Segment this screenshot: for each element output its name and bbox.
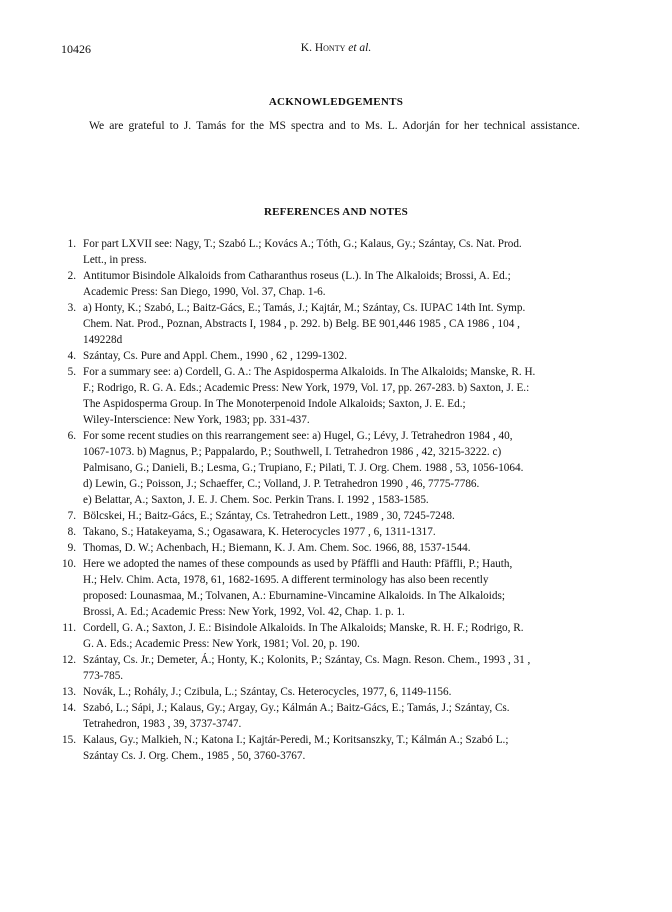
reference-item <box>61 236 617 268</box>
acknowledgements-heading: ACKNOWLEDGEMENTS <box>268 96 404 108</box>
reference-line: 773-785. <box>83 670 124 682</box>
reference-line: Szántay, Cs. Jr.; Demeter, Á.; Honty, K.; Kolonits, P.; Szántay, Cs. Magn. Reson. Chem., 1993 , 31 , <box>83 654 531 666</box>
reference-text <box>83 540 617 556</box>
reference-item <box>61 508 617 524</box>
reference-number: 6. <box>67 430 76 442</box>
reference-line: e) Belattar, A.; Saxton, J. E. J. Chem. Soc. Perkin Trans. I. 1992 , 1583-1585. <box>83 494 429 506</box>
reference-item <box>61 540 617 556</box>
reference-item <box>61 428 617 508</box>
reference-item <box>61 620 617 652</box>
running-head-et-al: et al. <box>345 42 372 54</box>
reference-line: The Aspidosperma Group. In The Monoterpenoid Indole Alkaloids; Saxton, J. E. Ed.; <box>83 398 466 410</box>
reference-line: proposed: Lounasmaa, M.; Tolvanen, A.: Eburnamine-Vincamine Alkaloids. In The Alkaloids; <box>83 590 505 602</box>
acknowledgements-text: We are grateful to J. Tamás for the MS spectra and to Ms. L. Adorján for her technical assistance. <box>89 119 580 132</box>
reference-item <box>61 684 617 700</box>
page-number: 10426 <box>61 42 91 56</box>
reference-item <box>61 700 617 732</box>
reference-item <box>61 524 617 540</box>
reference-item <box>61 348 617 364</box>
reference-number: 14. <box>62 702 76 714</box>
reference-number: 15. <box>62 734 76 746</box>
reference-line: G. A. Eds.; Academic Press: New York, 1981; Vol. 20, p. 190. <box>83 638 360 650</box>
reference-number: 2. <box>67 270 76 282</box>
reference-line: a) Honty, K.; Szabó, L.; Baitz-Gács, E.; Tamás, J.; Kajtár, M.; Szántay, Cs. IUPAC 14th Int. Symp. <box>83 302 526 314</box>
reference-line: Brossi, A. Ed.; Academic Press: New York, 1992, Vol. 42, Chap. 1. p. 1. <box>83 606 405 618</box>
reference-text <box>83 700 617 732</box>
reference-line: Chem. Nat. Prod., Poznan, Abstracts I, 1984 , p. 292. b) Belg. BE 901,446 1985 , CA 1986 , 104 , <box>83 318 520 330</box>
references-heading: REFERENCES AND NOTES <box>264 206 408 218</box>
reference-item <box>61 268 617 300</box>
reference-item <box>61 556 617 620</box>
reference-number: 5. <box>67 366 76 378</box>
reference-number: 7. <box>67 510 76 522</box>
reference-line: d) Lewin, G.; Poisson, J.; Schaeffer, C.; Volland, J. P. Tetrahedron 1990 , 46, 7775-7786. <box>83 478 480 490</box>
reference-text <box>83 620 617 652</box>
reference-line: For some recent studies on this rearrangement see: a) Hugel, G.; Lévy, J. Tetrahedron 1984 , 40, <box>83 430 513 442</box>
reference-line: Tetrahedron, 1983 , 39, 3737-3747. <box>83 718 242 730</box>
reference-number: 4. <box>67 350 76 362</box>
reference-number: 11. <box>62 622 76 634</box>
reference-item <box>61 364 617 428</box>
reference-text <box>83 524 617 540</box>
reference-line: Palmisano, G.; Danieli, B.; Lesma, G.; Trupiano, F.; Pilati, T. J. Org. Chem. 1988 , 53, 1056-1064. <box>83 462 524 474</box>
reference-line: Szántay, Cs. Pure and Appl. Chem., 1990 , 62 , 1299-1302. <box>83 350 348 362</box>
reference-text <box>83 556 617 620</box>
reference-line: Novák, L.; Rohály, J.; Czibula, L.; Szántay, Cs. Heterocycles, 1977, 6, 1149-1156. <box>83 686 452 698</box>
reference-line: For a summary see: a) Cordell, G. A.: The Aspidosperma Alkaloids. In The Alkaloids; Manske, R. H. <box>83 366 536 378</box>
reference-text <box>83 348 617 364</box>
reference-text <box>83 732 617 764</box>
references-list <box>61 236 617 764</box>
reference-number: 10. <box>62 558 76 570</box>
reference-item <box>61 732 617 764</box>
reference-number: 12. <box>62 654 76 666</box>
reference-text <box>83 236 617 268</box>
reference-number: 1. <box>67 238 76 250</box>
running-head <box>0 42 672 54</box>
reference-text <box>83 428 617 508</box>
reference-line: For part LXVII see: Nagy, T.; Szabó L.; Kovács A.; Tóth, G.; Kalaus, Gy.; Szántay, Cs. Nat. Prod. <box>83 238 522 250</box>
reference-line: 1067-1073. b) Magnus, P.; Pappalardo, P.; Southwell, I. Tetrahedron 1986 , 42, 3215-3222. c) <box>83 446 502 458</box>
reference-line: Lett., in press. <box>83 254 147 266</box>
reference-line: F.; Rodrigo, R. G. A. Eds.; Academic Press: New York, 1979, Vol. 17, pp. 267-283. b) Saxton, J. E.: <box>83 382 530 394</box>
reference-line: Bölcskei, H.; Baitz-Gács, E.; Szántay, Cs. Tetrahedron Lett., 1989 , 30, 7245-7248. <box>83 510 455 522</box>
reference-line: H.; Helv. Chim. Acta, 1978, 61, 1682-1695. A different terminology has also been recently <box>83 574 489 586</box>
reference-line: Szántay Cs. J. Org. Chem., 1985 , 50, 3760-3767. <box>83 750 306 762</box>
reference-line: 149228d <box>83 334 123 346</box>
reference-text <box>83 508 617 524</box>
reference-line: Thomas, D. W.; Achenbach, H.; Biemann, K. J. Am. Chem. Soc. 1966, 88, 1537-1544. <box>83 542 471 554</box>
reference-number: 13. <box>62 686 76 698</box>
reference-text <box>83 300 617 348</box>
reference-text <box>83 268 617 300</box>
reference-number: 9. <box>67 542 76 554</box>
reference-line: Szabó, L.; Sápi, J.; Kalaus, Gy.; Argay, Gy.; Kálmán A.; Baitz-Gács, E.; Tamás, J.; Szántay, Cs. <box>83 702 510 714</box>
reference-line: Antitumor Bisindole Alkaloids from Catharanthus roseus (L.). In The Alkaloids; Brossi, A. Ed.; <box>83 270 511 282</box>
reference-line: Takano, S.; Hatakeyama, S.; Ogasawara, K. Heterocycles 1977 , 6, 1311-1317. <box>83 526 436 538</box>
running-head-author-initial: K. H <box>300 42 324 54</box>
reference-item <box>61 300 617 348</box>
reference-line: Kalaus, Gy.; Malkieh, N.; Katona I.; Kajtár-Peredi, M.; Koritsanszky, T.; Kálmán A.; Szabó L.; <box>83 734 509 746</box>
reference-number: 3. <box>67 302 76 314</box>
reference-text <box>83 652 617 684</box>
running-head-author-surname: onty <box>323 42 346 54</box>
reference-item <box>61 652 617 684</box>
reference-line: Academic Press: San Diego, 1990, Vol. 37, Chap. 1-6. <box>83 286 326 298</box>
reference-text <box>83 364 617 428</box>
reference-text <box>83 684 617 700</box>
reference-number: 8. <box>67 526 76 538</box>
reference-line: Cordell, G. A.; Saxton, J. E.: Bisindole Alkaloids. In The Alkaloids; Manske, R. H. F.; Rodrigo, R. <box>83 622 524 634</box>
reference-line: Wiley-Interscience: New York, 1983; pp. 331-437. <box>83 414 310 426</box>
reference-line: Here we adopted the names of these compounds as used by Pfäffli and Hauth: Pfäffli, P.; Hauth, <box>83 558 513 570</box>
